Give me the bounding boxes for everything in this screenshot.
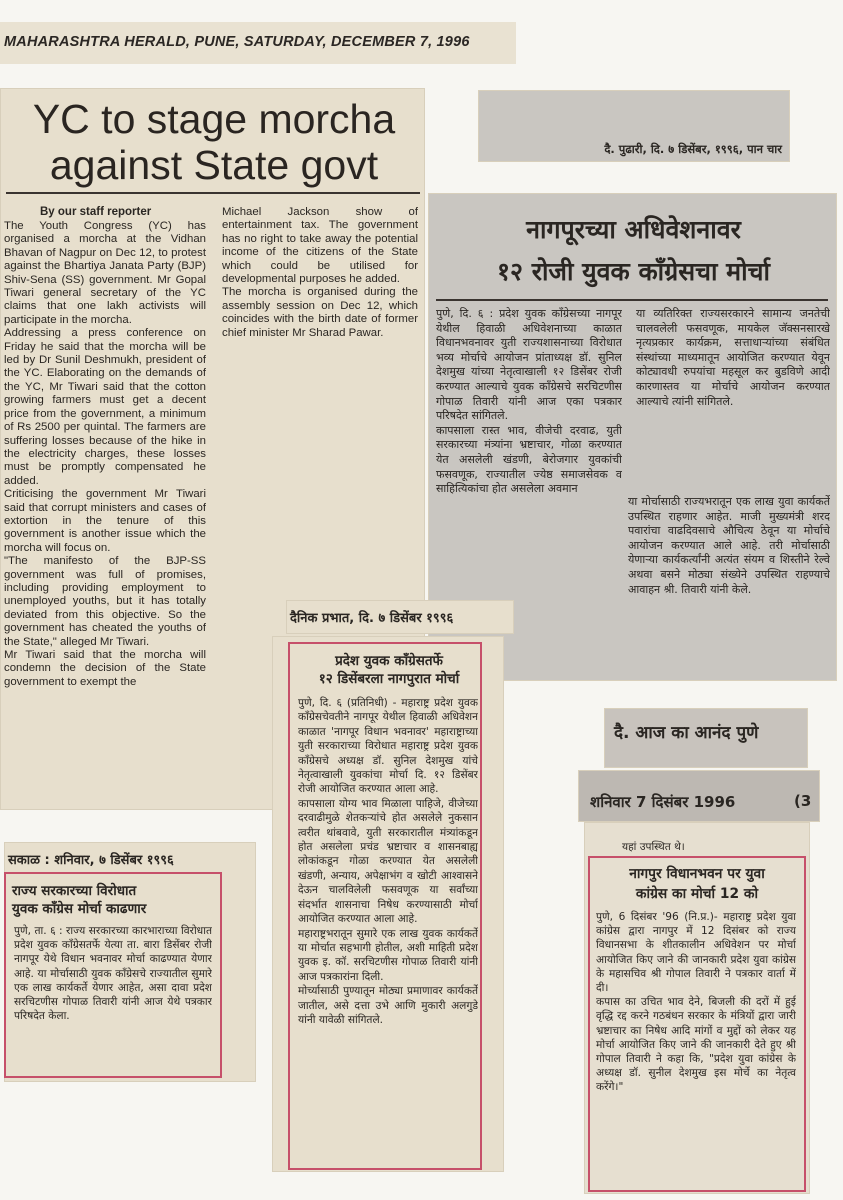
aaj-dateline: शनिवार 7 दिसंबर 1996	[590, 793, 736, 811]
pudhari-column-2: या व्यतिरिक्त राज्यसरकारने सामान्य जनतेची चालवलेली फसवणूक, मायकेल जॅक्सनसारखे नृत्यप्रकार कार्यक्रम, सत्ताधाऱ्यांच्या संबंधित संस्थांच्या माध्यमातून आयोजित करण्यात येवून कोट्यावधी रुपयांचा महसूल कर बुडविणे आदी कारणास्तव या मोर्चाचे आयोजन करण्यात आल्याचे त्यांनी सांगितले.	[636, 307, 830, 408]
herald-column-1: The Youth Congress (YC) has organised a morcha at the Vidhan Bhavan of Nagpur on Dec 12, to protest against the Bhartiya Janata Party (BJP) Shiv-Sena (SS) government. Mr Gopal Tiwari general secretary of the YC claims that one lakh activists will participate in the morcha. Addressing a press conference on Friday he said that the morcha will be led by Dr Sunil Deshmukh, president of the YC. Elaborating on the demands of the YC, Mr Tiwari said that the cotton growing farmers must get a decent price from the government, a minimum of Rs 2500 per quintal. The farmers are suffering losses because of the hike in the electricity charges, these losses must be promptly compensated he added. Criticising the government Mr Tiwari said that corrupt ministers and cases of extortion in the tenure of this government is another issue which the morcha will focus on. "The manifesto of the BJP-SS government was full of promises, including providing employment to unemployed youths, but it has totally deviated from this objective. So the government has cheated the youths of the State," alleged Mr Tiwari. Mr Tiwari said that the morcha will condemn the decision of the State government to exempt the	[4, 220, 206, 688]
pudhari-dateline-strip	[478, 90, 790, 162]
aaj-clipping	[584, 822, 810, 1194]
aaj-page-number: (3	[794, 792, 812, 810]
pudhari-column-3: या मोर्चासाठी राज्यभरातून एक लाख युवा कार्यकर्ते उपस्थित राहणार आहेत. माजी मुख्यमंत्री शरद पवारांचा वाढदिवसाचे औचित्य ठेवून या मोर्चाचे आयोजन करण्यात आले आहे. तरी मोर्चासाठी येणाऱ्या कार्यकर्त्यांनी अत्यंत संयम व शिस्तीने रेल्वे अथवा बसने मोठ्या संख्येने उपस्थित राहण्याचे आवाहन श्री. तिवारी यांनी केले.	[628, 495, 830, 596]
prabhat-dateline: दैनिक प्रभात, दि. ७ डिसेंबर १९९६	[290, 611, 454, 626]
herald-column-2: Michael Jackson show of entertainment tax. The government has no right to take away the potential income of the citizens of the State which could be utilised for developmental purposes he added. The morcha is organised during the assembly session on Dec 12, which coincides with the birth date of former chief minister Mr Sharad Pawar.	[222, 206, 418, 339]
prabhat-headline: प्रदेश युवक काँग्रेसतर्फे १२ डिसेंबरला नागपुरात मोर्चा	[318, 653, 460, 687]
herald-headline: YC to stage morcha against State govt	[32, 96, 396, 188]
prabhat-clipping	[272, 636, 504, 1172]
herald-headline-rule	[6, 192, 420, 194]
aaj-body: पुणे, 6 दिसंबर '96 (नि.प्र.)- महाराष्ट्र प्रदेश युवा कांग्रेस द्वारा नागपुर में 12 दिसंबर को राज्य विधानसभा के शीतकालीन अधिवेशन पर मोर्चा आयोजित किए जाने की जानकारी प्रदेश युवा कांग्रेस के महासचिव श्री गोपाल तिवारी ने पत्रकार वार्ता में दी। कपास का उचित भाव देने, बिजली की दरों में हुई वृद्धि रद्द करने गठबंधन सरकार के मंत्रियों द्वारा जारी भ्रष्टाचार का निषेध आदि मांगों व मुद्दों को लेकर यह मोर्चा आयोजित किए जाने की जानकारी देते हुए श्री गोपाल तिवारी ने कहा कि, "प्रदेश युवा कांग्रेस के अध्यक्ष डॉ. सुनील देशमुख इस मोर्चे का नेतृत्व करेंगे।"	[596, 911, 796, 1094]
prabhat-body: पुणे, दि. ६ (प्रतिनिधी) - महाराष्ट्र प्रदेश युवक काँग्रेसचेवतीने नागपूर येथील हिवाळी अधिवेशन काळात 'नागपूर विधान भवनावर' महाराष्ट्राच्या युती सरकाराच्या विरोधात महाराष्ट्र प्रदेश युवक काँग्रेसचे अध्यक्ष डॉ. सुनिल देशमुख यांचे नेतृत्वाखाली युवकांचा मोर्चा दि. १२ डिसेंबर रोजी आयोजित करण्यात आला आहे. कापसाला योग्य भाव मिळाला पाहिजे, वीजेच्या दरवाढीमुळे शेतकऱ्यांचे होत असलेले नुकसान त्वरीत थांबवावे, युती सरकारातील मंत्र्यांकडून होत असलेला प्रचंड भ्रष्टाचार व शासनबाह्य लोकांकडून गोळा करण्यात येत असलेली खंडणी, अन्याय, अपेक्षाभंग व खोटी आश्वासने देऊन चालविलेली फसवणूक या सर्वांच्या संदर्भात शासनाचा निषेध करण्यासाठी मोर्चा आयोजित करण्यात आला आहे. महाराष्ट्रभरातून सुमारे एक लाख युवक कार्यकर्ते या मोर्चात सहभागी होतील, अशी माहिती प्रदेश युवक इ. कॉ. सरचिटणीस गोपाळ तिवारी यांनी आज पत्रकारांना दिली. मोर्च्यासाठी पुण्यातून मोठ्या प्रमाणावर कार्यकर्ते जातील, असे दत्ता उभे आणि मुकारी अलगुडे यांनी यावेळी सांगितले.	[298, 697, 478, 1026]
aaj-dateline-strip	[578, 770, 820, 822]
aaj-topline: यहां उपस्थित थे।	[622, 841, 685, 853]
aaj-masthead-strip	[604, 708, 808, 768]
herald-byline: By our staff reporter	[40, 206, 152, 218]
aaj-headline: नागपुर विधानभवन पर युवा कांग्रेस का मोर्चा 12 को	[629, 866, 765, 902]
aaj-masthead: दै. आज का आनंद पुणे	[614, 723, 759, 743]
pudhari-dateline: दै. पुढारी, दि. ७ डिसेंबर, १९९६, पान चार	[604, 142, 782, 156]
pudhari-column-1: पुणे, दि. ६ : प्रदेश युवक काँग्रेसच्या नागपूर येथील हिवाळी अधिवेशनाच्या काळात विधानभवनावर युती राज्यशासनाच्या विरोधात भव्य मोर्चाचे आयोजन प्रांताध्यक्ष डॉ. सुनिल देशमुख यांच्या नेतृत्वाखाली १२ डिसेंबर रोजी करण्यात आल्याचे युवक काँग्रेसचे सरचिटणीस गोपाळ तिवारी यांनी आज एका पत्रकार परिषदेत सांगितले. कापसाला रास्त भाव, वीजेची दरवाढ, युती सरकारच्या मंत्र्यांना भ्रष्टाचार, गोळा करण्यात येत असलेली खंडणी, बेरोजगार युवकांची फसवणूक, राज्यातील ज्येष्ठ समाजसेवक व साहित्यिकांचा होत असलेला अवमान	[436, 307, 622, 496]
pudhari-headline: नागपूरच्या अधिवेशनावर १२ रोजी युवक काँग्रेसचा मोर्चा	[497, 215, 770, 286]
sakal-clipping	[4, 842, 256, 1082]
pudhari-headline-rule	[436, 299, 828, 301]
sakal-body: पुणे, ता. ६ : राज्य सरकारच्या कारभाराच्या विरोधात प्रदेश युवक काँग्रेसतर्फे येत्या ता. बारा डिसेंबर रोजी नागपूर येथे विधान भवनावर मोर्चा काढण्यात येणार आहे. या मोर्चासाठी युवक काँग्रेसचे राज्यातील सुमारे एक लाख कार्यकर्ते येणार आहेत, असा दावा प्रदेश सरचिटणीस गोपाळ तिवारी यांनी आज येथे पत्रकार परिषदेत केला.	[14, 925, 212, 1023]
sakal-headline: राज्य सरकारच्या विरोधात युवक काँग्रेस मोर्चा काढणार	[12, 883, 147, 917]
sakal-dateline: सकाळ : शनिवार, ७ डिसेंबर १९९६	[8, 853, 174, 868]
prabhat-dateline-strip	[286, 600, 514, 634]
herald-masthead	[0, 22, 516, 64]
herald-masthead-text: MAHARASHTRA HERALD, PUNE, SATURDAY, DECEMBER 7, 1996	[4, 34, 470, 50]
